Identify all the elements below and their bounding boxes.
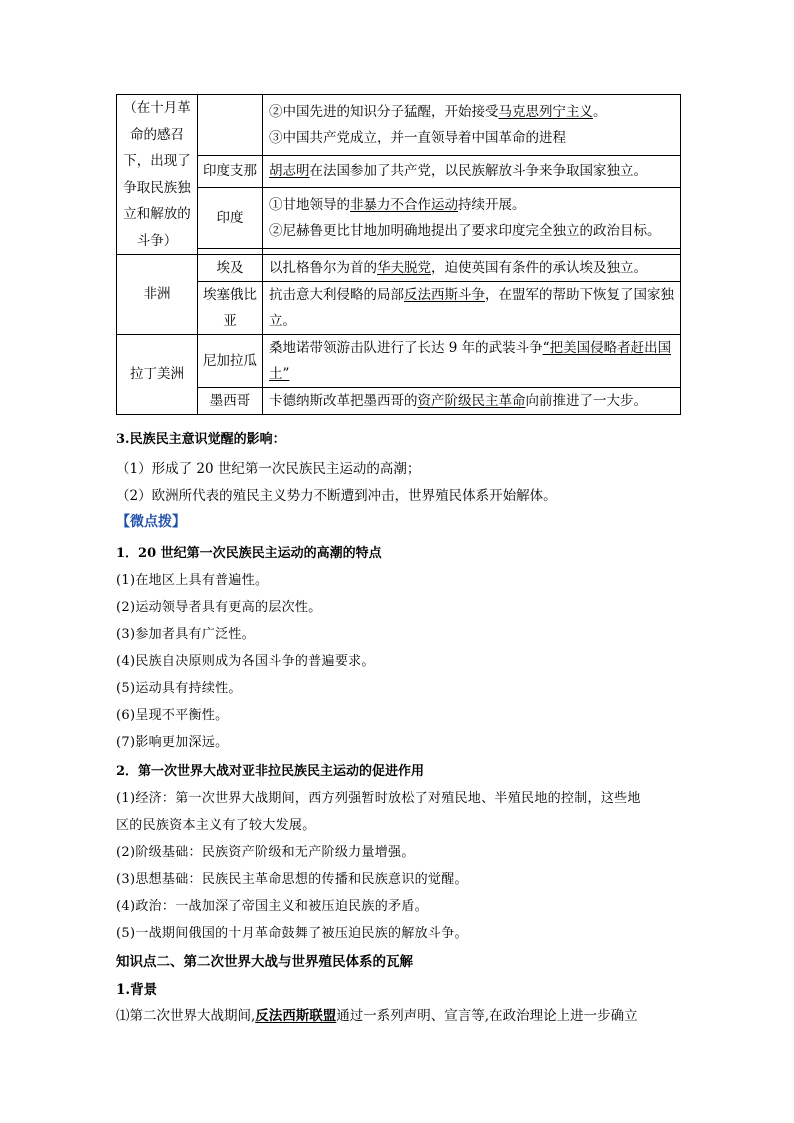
tips-s1-item: (5)运动具有持续性。	[116, 681, 242, 696]
tips-s1-item: (4)民族自决原则成为各国斗争的普遍要求。	[116, 654, 375, 669]
latam-region-cell: 拉丁美洲	[117, 335, 198, 415]
impact-title: 3.民族民主意识觉醒的影响：	[116, 432, 286, 447]
ethiopia-content: 抗击意大利侵略的局部反法西斯斗争，在盟军的帮助下恢复了国家独立。	[263, 282, 681, 335]
knowledge-point-2-title: 知识点二、第二次世界大战与世界殖民体系的瓦解	[116, 954, 413, 970]
india-content	[263, 187, 681, 248]
tips-s2-item: (4)政治：一战加深了帝国主义和被压迫民族的矛盾。	[116, 899, 428, 914]
tips-s1-item: (7)影响更加深远。	[116, 735, 229, 750]
impact-item-1: （1）形成了 20 世纪第一次民族民主运动的高潮；	[116, 461, 421, 477]
mexico-name: 墨西哥	[198, 388, 263, 415]
egypt-content: 以扎格鲁尔为首的华夫脱党，迫使英国有条件的承认埃及独立。	[263, 255, 681, 282]
national-movement-table	[116, 94, 681, 415]
ethiopia-name: 埃塞俄比亚	[198, 282, 263, 335]
tips-s2-item: (2)阶级基础：民族资产阶级和无产阶级力量增强。	[116, 845, 415, 860]
tips-s1-item: (3)参加者具有广泛性。	[116, 627, 256, 642]
background-title: 1.背景	[116, 982, 158, 998]
background-line-1: ⑴第二次世界大战期间,反法西斯联盟通过一系列声明、宣言等,在政治理论上进一步确立	[116, 1008, 638, 1024]
china-line-2: ②中国先进的知识分子猛醒，开始接受马克思列宁主义。	[269, 104, 607, 121]
nicaragua-content: 桑地诺带领游击队进行了长达 9 年的武装斗争“把美国侵略者赶出国土”	[263, 335, 681, 388]
egypt-name: 埃及	[198, 255, 263, 282]
mexico-content: 卡德纳斯改革把墨西哥的资产阶级民主革命向前推进了一大步。	[263, 388, 681, 415]
china-content	[263, 95, 681, 156]
indochina-name: 印度支那	[198, 156, 263, 187]
tips-label: 【微点拨】	[116, 514, 186, 530]
tips-section-1-title: 1．20 世纪第一次民族民主运动的高潮的特点	[116, 546, 382, 561]
nicaragua-name: 尼加拉瓜	[198, 335, 263, 388]
china-cell	[198, 95, 263, 156]
china-line-3: ③中国共产党成立，并一直领导着中国革命的进程	[269, 130, 566, 147]
tips-s2-item: (3)思想基础：民族民主革命思想的传播和民族意识的觉醒。	[116, 872, 468, 887]
indochina-content: 胡志明在法国参加了共产党，以民族解放斗争来争取国家独立。	[263, 156, 681, 187]
tips-s2-item: (5)一战期间俄国的十月革命鼓舞了被压迫民族的解放斗争。	[116, 926, 468, 941]
tips-s1-item: (6)呈现不平衡性。	[116, 708, 229, 723]
impact-item-2: （2）欧洲所代表的殖民主义势力不断遭到冲击，世界殖民体系开始解体。	[116, 488, 557, 504]
asia-region-cell: （在十月革命的感召下，出现了争取民族独立和解放的斗争）	[117, 95, 198, 255]
india-line-1: ①甘地领导的非暴力不合作运动持续开展。	[269, 196, 526, 213]
tips-s2-item-1b: 区的民族资本主义有了较大发展。	[116, 818, 316, 833]
tips-section-2-title: 2．第一次世界大战对亚非拉民族民主运动的促进作用	[116, 764, 425, 779]
africa-region-cell: 非洲	[117, 255, 198, 335]
india-line-2: ②尼赫鲁更比甘地加明确地提出了要求印度完全独立的政治目标。	[269, 222, 661, 239]
tips-s1-item: (1)在地区上具有普遍性。	[116, 573, 269, 588]
tips-s2-item-1a: (1)经济：第一次世界大战期间，西方列强暂时放松了对殖民地、半殖民地的控制，这些地	[116, 791, 641, 806]
india-name: 印度	[198, 187, 263, 248]
tips-s1-item: (2)运动领导者具有更高的层次性。	[116, 600, 322, 615]
